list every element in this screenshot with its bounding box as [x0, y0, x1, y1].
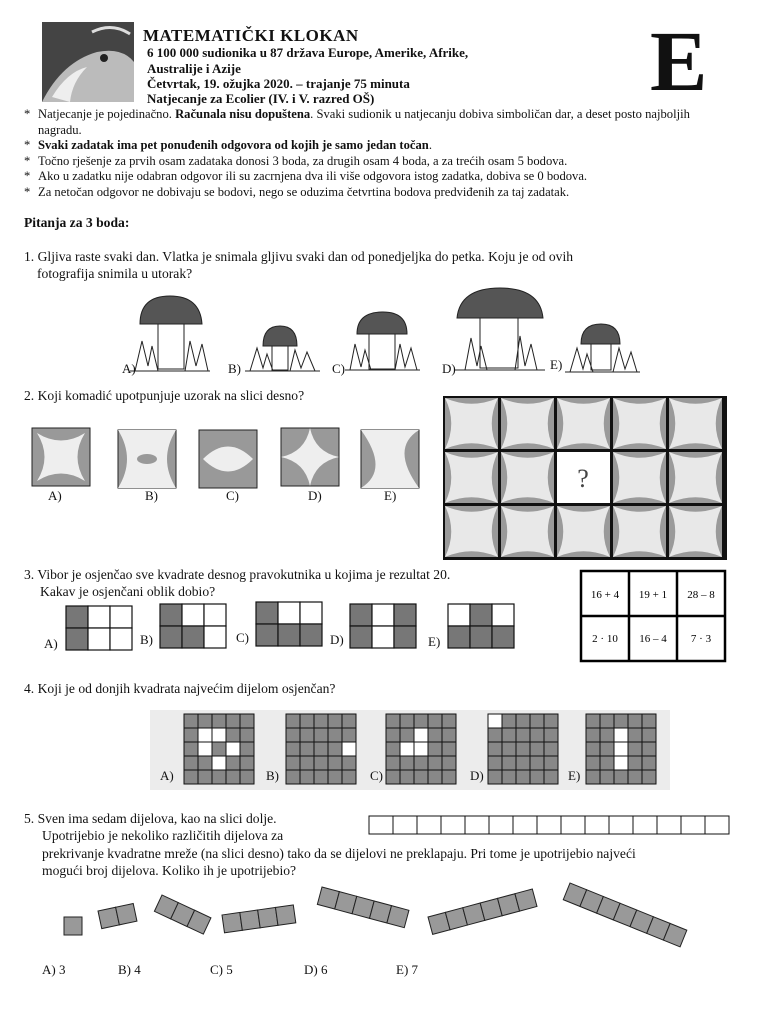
q4-square-cell [300, 714, 314, 728]
q3-shape-cell [394, 604, 416, 626]
q5-text-line2: Upotrijebio je nekoliko različitih dijelova za [42, 828, 284, 843]
q1-text-line2: fotografija snimila u utorak? [37, 266, 193, 281]
q4-square-cell [530, 756, 544, 770]
q4-square-cell [614, 714, 628, 728]
q4-square-cell [600, 728, 614, 742]
q4-square-cell [342, 742, 356, 756]
q3-shape-cell [182, 604, 204, 626]
q2-tile-b [118, 430, 176, 488]
q4-square-cell [488, 770, 502, 784]
q4-option-a[interactable]: A) [160, 768, 174, 783]
rule-item: * Svaki zadatak ima pet ponuđenih odgovora od kojih je samo jedan točan. [24, 138, 432, 153]
q3-option-c[interactable]: C) [236, 630, 249, 645]
q3-cell: 28 – 8 [687, 589, 715, 601]
q3-shape-cell [300, 602, 322, 624]
q4-square-cell [328, 742, 342, 756]
q2-cell-motif [557, 506, 610, 557]
q4-square-cell [530, 742, 544, 756]
q4-square-cell [628, 756, 642, 770]
q3-shape-cell [88, 606, 110, 628]
q4-square-cell [286, 728, 300, 742]
q4-square-cell [442, 714, 456, 728]
q5-piece [428, 889, 537, 934]
q5-strip-cell [609, 816, 633, 834]
q4-square-cell [300, 770, 314, 784]
q4-square-cell [502, 714, 516, 728]
q4-square-cell [342, 728, 356, 742]
q2-option-c[interactable]: C) [226, 488, 239, 503]
q4-square-cell [516, 714, 530, 728]
q4-square-cell [314, 770, 328, 784]
q3-shape-cell [66, 606, 88, 628]
rule-item: * Za netočan odgovor ne dobivaju se bodovi, nego se oduzima četvrtina bodova predviđenih za taj zadatak. [24, 184, 570, 199]
q4-square-cell [286, 770, 300, 784]
q2-tile-e [361, 430, 419, 488]
q3-shape-cell [66, 628, 88, 650]
q4-square-cell [414, 714, 428, 728]
q4-square-cell [286, 714, 300, 728]
q4-square-cell [642, 728, 656, 742]
q3-shape-cell [88, 628, 110, 650]
q4-square-cell [212, 714, 226, 728]
q4-square-cell [226, 770, 240, 784]
q4-square-cell [586, 714, 600, 728]
q2-cell-motif [445, 506, 498, 557]
q4-square-cell [544, 756, 558, 770]
q2-option-a[interactable]: A) [48, 488, 62, 503]
q3-shape-cell [448, 604, 470, 626]
q3-shape-cell [110, 606, 132, 628]
q5-answer-e[interactable]: E) 7 [396, 962, 419, 977]
q4-square-cell [198, 756, 212, 770]
q4-square-cell [544, 770, 558, 784]
q2-tile-d [281, 428, 339, 486]
q3-shape-cell [160, 626, 182, 648]
q4-square-cell [240, 714, 254, 728]
q4-square-cell [198, 742, 212, 756]
q4-square-cell [642, 756, 656, 770]
q5-strip-cell [369, 816, 393, 834]
q3-shape-cell [278, 602, 300, 624]
q4-square-cell [642, 742, 656, 756]
q4-square-cell [488, 756, 502, 770]
q5-piece [154, 895, 211, 934]
q4-square-cell [342, 714, 356, 728]
q4-square-cell [198, 770, 212, 784]
q4-square-cell [314, 756, 328, 770]
q3-shape-cell [470, 626, 492, 648]
q5-piece-cell [222, 912, 242, 932]
q4-square-cell [414, 770, 428, 784]
q4-square-cell [226, 714, 240, 728]
q3-shape-cell [300, 624, 322, 646]
q4-square-cell [342, 770, 356, 784]
q4-square-cell [628, 770, 642, 784]
q4-square-cell [628, 742, 642, 756]
header-line-4: Natjecanje za Ecolier (IV. i V. razred OŠ) [147, 91, 375, 106]
q1-option-d[interactable]: D) [442, 361, 456, 376]
q3-text-line2: Kakav je osjenčani oblik dobio? [40, 584, 216, 599]
q4-square-cell [386, 770, 400, 784]
q2-question-mark: ? [577, 464, 589, 493]
q3-shape-cell [204, 626, 226, 648]
q4-square-cell [300, 756, 314, 770]
q4-text: 4. Koji je od donjih kvadrata najvećim dijelom osjenčan? [24, 681, 336, 696]
q3-option-e[interactable]: E) [428, 634, 441, 649]
q5-strip-cell [513, 816, 537, 834]
q4-square-cell [240, 742, 254, 756]
q4-square-cell [642, 770, 656, 784]
q4-square-cell [328, 714, 342, 728]
q1-mushroom-c [345, 312, 420, 372]
q3-cell: 7 · 3 [690, 633, 712, 645]
header-line-3: Četvrtak, 19. ožujka 2020. – trajanje 75 minuta [147, 76, 410, 91]
q4-square-cell [488, 714, 502, 728]
q4-square-cell [600, 770, 614, 784]
q5-piece [317, 887, 409, 928]
q4-square-cell [400, 714, 414, 728]
q4-option-e[interactable]: E) [568, 768, 581, 783]
q5-piece-cell [64, 917, 82, 935]
kangaroo-logo [42, 22, 134, 102]
q5-answer-b[interactable]: B) 4 [118, 962, 141, 977]
q4-square-cell [400, 742, 414, 756]
q4-square-cell [502, 728, 516, 742]
q5-piece [222, 905, 296, 933]
q4-square-cell [184, 714, 198, 728]
q4-square-cell [442, 742, 456, 756]
q5-text-line3: prekrivanje kvadratne mreže (na slici desno) tako da se dijelovi ne preklapaju. Pri tome je upotrijebio najveći [42, 846, 636, 861]
q4-square-cell [530, 714, 544, 728]
q3-shape-cell [182, 626, 204, 648]
rules-list [24, 107, 724, 201]
q2-text: 2. Koji komadić upotpunjuje uzorak na slici desno? [24, 388, 305, 403]
q4-square-cell [198, 714, 212, 728]
q5-strip-cell [633, 816, 657, 834]
q2-option-e[interactable]: E) [384, 488, 397, 503]
q4-square-cell [300, 742, 314, 756]
rule-item: * Ako u zadatku nije odabran odgovor ili su zacrnjena dva ili više odgovora istog zadatka, dobiva se 0 bodova. [24, 169, 588, 184]
q4-square-cell [544, 728, 558, 742]
q3-text-line1: 3. Vibor je osjenčao sve kvadrate desnog pravokutnika u kojima je rezultat 20. [24, 567, 451, 582]
q4-square-cell [328, 756, 342, 770]
q4-square-cell [300, 728, 314, 742]
q4-square-cell [614, 756, 628, 770]
q2-option-b[interactable]: B) [145, 488, 158, 503]
q4-square-cell [386, 714, 400, 728]
q3-shape-cell [204, 604, 226, 626]
section-title: Pitanja za 3 boda: [24, 215, 130, 230]
q5-strip-cell [705, 816, 729, 834]
q1-mushroom-b [245, 326, 320, 376]
q4-square-cell [428, 714, 442, 728]
q4-square-cell [400, 770, 414, 784]
q4-square-cell [600, 742, 614, 756]
q4-square-cell [386, 742, 400, 756]
q4-square-cell [198, 728, 212, 742]
q4-square-cell [586, 742, 600, 756]
q4-square-cell [530, 728, 544, 742]
q3-shape-cell [256, 602, 278, 624]
contest-title: MATEMATIČKI KLOKAN [143, 26, 359, 45]
q3-options-shapes [24, 600, 564, 660]
rule-item: * Točno rješenje za prvih osam zadataka donosi 3 boda, za drugih osam 4 boda, a za trećih osam 5 bodova. [24, 153, 568, 168]
q5-answer-c[interactable]: C) 5 [210, 962, 233, 977]
q2-cell-motif [501, 506, 554, 557]
q4-option-d[interactable]: D) [470, 768, 484, 783]
q5-strip-cell [561, 816, 585, 834]
q5-strip-cell [585, 816, 609, 834]
q3-cell: 2 · 10 [592, 633, 618, 645]
q4-square-cell [212, 756, 226, 770]
q5-piece-cell [387, 906, 409, 928]
q4-square-cell [386, 756, 400, 770]
q4-square-cell [226, 728, 240, 742]
q4-square-cell [502, 756, 516, 770]
q4-square-cell [240, 770, 254, 784]
q4-square-cell [184, 728, 198, 742]
q4-square-cell [400, 756, 414, 770]
q4-square-cell [614, 728, 628, 742]
q4-square-cell [212, 770, 226, 784]
q4-square-cell [314, 742, 328, 756]
q3-shape-cell [372, 626, 394, 648]
q4-square-cell [414, 756, 428, 770]
q3-option-b[interactable]: B) [140, 632, 153, 647]
q4-square-cell [386, 728, 400, 742]
q4-square-cell [516, 728, 530, 742]
q5-strip-cell [537, 816, 561, 834]
q3-cell: 16 – 4 [639, 633, 667, 645]
q3-shape-cell [278, 624, 300, 646]
q4-option-c[interactable]: C) [370, 768, 383, 783]
q5-strip-cell [681, 816, 705, 834]
q5-piece-cell [515, 889, 537, 911]
q2-pattern-grid [443, 396, 727, 560]
q4-square-cell [502, 770, 516, 784]
q3-shape-cell [372, 604, 394, 626]
q2-cell-motif [613, 398, 666, 449]
q2-cell-motif [669, 506, 722, 557]
q2-cell-motif [501, 452, 554, 503]
q5-strip-cell [657, 816, 681, 834]
q4-square-cell [428, 770, 442, 784]
header-line-1: 6 100 000 sudionika u 87 država Europe, Amerike, Afrike, [147, 45, 469, 60]
q4-square-cell [442, 756, 456, 770]
q5-text-line4: mogući broj dijelova. Koliko ih je upotrijebio? [42, 863, 297, 878]
q3-shape-cell [394, 626, 416, 648]
q4-square-cell [544, 714, 558, 728]
q2-cell-motif [613, 506, 666, 557]
q3-shape-cell [470, 604, 492, 626]
q1-text-line1: 1. Gljiva raste svaki dan. Vlatka je snimala gljivu svaki dan od ponedjeljka do petka. Koju je od ovih [24, 249, 574, 264]
q4-square-cell [428, 742, 442, 756]
q4-square-cell [530, 770, 544, 784]
q3-option-d[interactable]: D) [330, 632, 344, 647]
q4-square-cell [488, 742, 502, 756]
q4-square-cell [614, 742, 628, 756]
q2-option-d[interactable]: D) [308, 488, 322, 503]
q4-square-cell [586, 770, 600, 784]
q5-answer-d[interactable]: D) 6 [304, 962, 328, 977]
q2-cell-motif [557, 398, 610, 449]
q3-shape-cell [350, 604, 372, 626]
q2-tile-c [199, 430, 257, 488]
q4-square-cell [502, 742, 516, 756]
q5-piece [563, 883, 687, 947]
q4-square-cell [516, 756, 530, 770]
q5-piece-cell [240, 910, 260, 930]
q1-mushroom-a [130, 296, 210, 376]
q1-mushroom-d [455, 288, 545, 373]
q4-square-cell [328, 770, 342, 784]
q4-square-cell [600, 756, 614, 770]
q1-option-c[interactable]: C) [332, 361, 345, 376]
q2-cell-motif [445, 398, 498, 449]
q4-square-cell [240, 756, 254, 770]
q4-square-cell [240, 728, 254, 742]
q4-square-cell [442, 770, 456, 784]
q3-shape-cell [492, 604, 514, 626]
q2-cell-motif [445, 452, 498, 503]
q3-shape-cell [110, 628, 132, 650]
q4-square-cell [642, 714, 656, 728]
q4-square-cell [212, 728, 226, 742]
q1-option-a[interactable]: A) [122, 361, 136, 376]
q4-square-cell [628, 714, 642, 728]
q4-square-cell [516, 742, 530, 756]
q2-tile-a [32, 428, 90, 486]
q2-cell-motif [669, 452, 722, 503]
q1-mushroom-e [565, 324, 640, 374]
q4-square-cell [400, 728, 414, 742]
q5-answer-a[interactable]: A) 3 [42, 962, 66, 977]
header-line-2: Australije i Azije [147, 61, 241, 76]
q5-piece-cell [275, 905, 295, 925]
q4-square-cell [516, 770, 530, 784]
q5-strip-cell [465, 816, 489, 834]
q3-shape-cell [350, 626, 372, 648]
q4-square-cell [442, 728, 456, 742]
q4-square-cell [286, 756, 300, 770]
q3-option-a[interactable]: A) [44, 636, 58, 651]
q4-square-cell [212, 742, 226, 756]
q3-cell: 19 + 1 [638, 589, 668, 601]
q5-piece [64, 917, 82, 935]
q5-strip-grid [368, 815, 730, 837]
q5-piece [98, 904, 137, 929]
rule-item: * Natjecanje je pojedinačno. Računala nisu dopuštena. Svaki sudionik u natjecanju dobiva simboličan dar, a deset posto najboljih nagradu. [24, 107, 690, 137]
q3-shape-cell [256, 624, 278, 646]
q3-expression-table [580, 570, 726, 662]
q2-cell-motif [669, 398, 722, 449]
q4-square-cell [342, 756, 356, 770]
q4-square-cell [428, 756, 442, 770]
q4-options-squares [150, 710, 670, 790]
q5-piece-cell [258, 907, 278, 927]
q4-square-cell [586, 756, 600, 770]
q3-shape-cell [448, 626, 470, 648]
q4-square-cell [184, 770, 198, 784]
q1-option-b[interactable]: B) [228, 361, 241, 376]
q5-pieces [60, 875, 760, 955]
q4-square-cell [314, 728, 328, 742]
q4-square-cell [488, 728, 502, 742]
q4-square-cell [328, 728, 342, 742]
q4-square-cell [586, 728, 600, 742]
q4-square-cell [628, 728, 642, 742]
q4-square-cell [544, 742, 558, 756]
q5-strip-cell [417, 816, 441, 834]
q4-square-cell [614, 770, 628, 784]
q4-square-cell [414, 742, 428, 756]
q3-cell: 16 + 4 [590, 589, 620, 601]
q4-square-cell [226, 742, 240, 756]
q4-square-cell [600, 714, 614, 728]
q2-cell-motif [501, 398, 554, 449]
q4-square-cell [286, 742, 300, 756]
q3-shape-cell [160, 604, 182, 626]
q5-strip-cell [441, 816, 465, 834]
q4-square-cell [428, 728, 442, 742]
q5-text-line1: 5. Sven ima sedam dijelova, kao na slici dolje. [24, 811, 277, 826]
q2-cell-motif [613, 452, 666, 503]
q4-square-cell [414, 728, 428, 742]
q4-square-cell [184, 756, 198, 770]
q4-option-b[interactable]: B) [266, 768, 279, 783]
q5-piece-cell [116, 904, 137, 925]
level-letter: E [650, 13, 708, 109]
q1-option-e[interactable]: E) [550, 357, 563, 372]
q4-square-cell [314, 714, 328, 728]
q4-square-cell [226, 756, 240, 770]
q5-strip-cell [489, 816, 513, 834]
q3-shape-cell [492, 626, 514, 648]
q4-square-cell [184, 742, 198, 756]
q5-strip-cell [393, 816, 417, 834]
